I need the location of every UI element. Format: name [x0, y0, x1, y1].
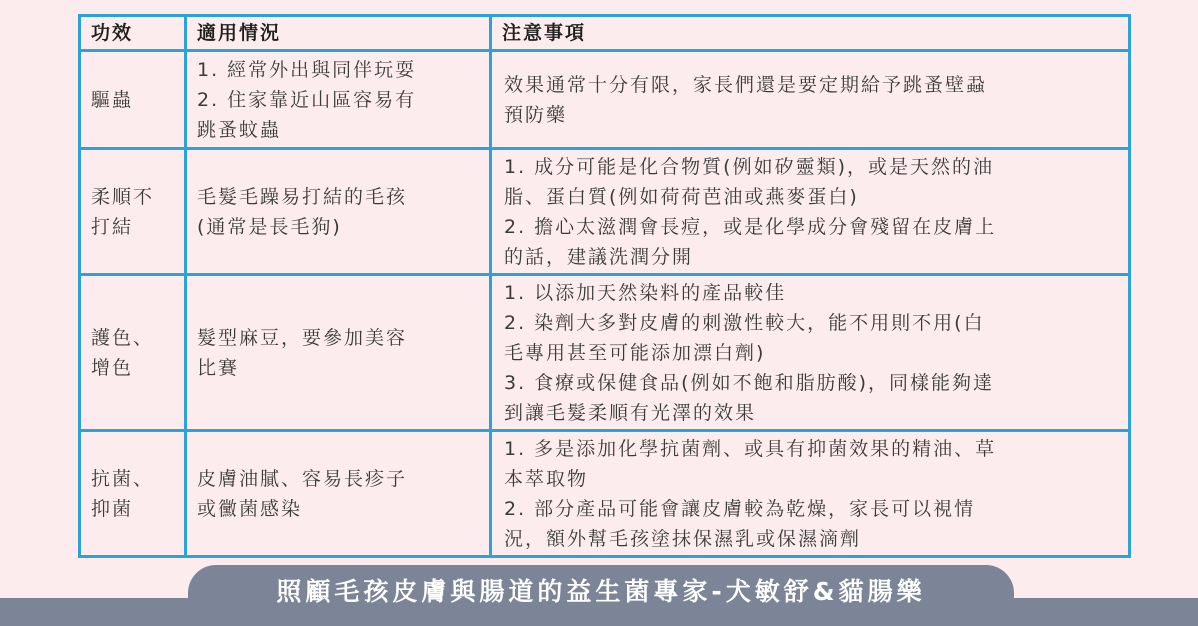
situation-text: 皮膚油膩、容易長疹子	[197, 467, 408, 490]
situation-text: 2. 住家靠近山區容易有	[197, 88, 417, 111]
notes-text: 效果通常十分有限，家長們還是要定期給予跳蚤壁蝨	[504, 73, 988, 96]
situation-text: 髮型麻豆，要參加美容	[197, 326, 408, 349]
notes-text: 的話，建議洗潤分開	[504, 245, 694, 268]
effect-text: 柔順不	[91, 185, 155, 208]
notes-text: 況，額外幫毛孩塗抹保濕乳或保濕滴劑	[504, 527, 862, 550]
info-table-container	[78, 14, 1128, 558]
notes-cell	[491, 431, 1130, 557]
table-header-row	[80, 16, 1130, 51]
effect-text: 抗菌、	[91, 467, 155, 490]
header-effect: 功效	[80, 16, 186, 51]
notes-cell	[491, 149, 1130, 275]
notes-text: 2. 部分產品可能會讓皮膚較為乾燥，家長可以視情	[504, 497, 976, 520]
table-row	[80, 275, 1130, 431]
situation-text: 或黴菌感染	[197, 497, 303, 520]
notes-text: 預防藥	[504, 103, 568, 126]
notes-text: 1. 以添加天然染料的產品較佳	[504, 281, 787, 304]
effect-text: 驅蟲	[91, 88, 134, 111]
table-row	[80, 431, 1130, 557]
table-row	[80, 51, 1130, 149]
effect-text: 打結	[91, 215, 134, 238]
notes-text: 本萃取物	[504, 467, 589, 490]
situation-cell	[186, 431, 491, 557]
grooming-effects-table	[78, 14, 1131, 558]
notes-cell	[491, 51, 1130, 149]
effect-cell	[80, 431, 186, 557]
header-notes: 注意事項	[491, 16, 1130, 51]
situation-cell	[186, 51, 491, 149]
notes-text: 1. 多是添加化學抗菌劑、或具有抑菌效果的精油、草	[504, 437, 997, 460]
effect-cell	[80, 51, 186, 149]
effect-cell	[80, 275, 186, 431]
situation-cell	[186, 275, 491, 431]
notes-text: 3. 食療或保健食品(例如不飽和脂肪酸)，同樣能夠達	[504, 371, 994, 394]
notes-text: 1. 成分可能是化合物質(例如矽靈類)，或是天然的油	[504, 155, 994, 178]
notes-text: 脂、蛋白質(例如荷荷芭油或燕麥蛋白)	[504, 185, 859, 208]
effect-cell	[80, 149, 186, 275]
table-row	[80, 149, 1130, 275]
situation-text: 比賽	[197, 356, 240, 379]
notes-text: 2. 擔心太滋潤會長痘，或是化學成分會殘留在皮膚上	[504, 215, 997, 238]
effect-text: 增色	[91, 356, 134, 379]
situation-text: 跳蚤蚊蟲	[197, 118, 282, 141]
notes-text: 毛專用甚至可能添加漂白劑)	[504, 341, 766, 364]
notes-text: 到讓毛髮柔順有光澤的效果	[504, 401, 757, 424]
situation-text: 1. 經常外出與同伴玩耍	[197, 58, 417, 81]
header-situation: 適用情況	[186, 16, 491, 51]
effect-text: 護色、	[91, 326, 155, 349]
footer-slogan: 照顧毛孩皮膚與腸道的益生菌專家-犬敏舒&貓腸樂	[276, 577, 926, 606]
situation-text: (通常是長毛狗)	[197, 215, 342, 238]
situation-cell	[186, 149, 491, 275]
effect-text: 抑菌	[91, 497, 134, 520]
situation-text: 毛髮毛躁易打結的毛孩	[197, 185, 408, 208]
notes-cell	[491, 275, 1130, 431]
notes-text: 2. 染劑大多對皮膚的刺激性較大，能不用則不用(白	[504, 311, 985, 334]
